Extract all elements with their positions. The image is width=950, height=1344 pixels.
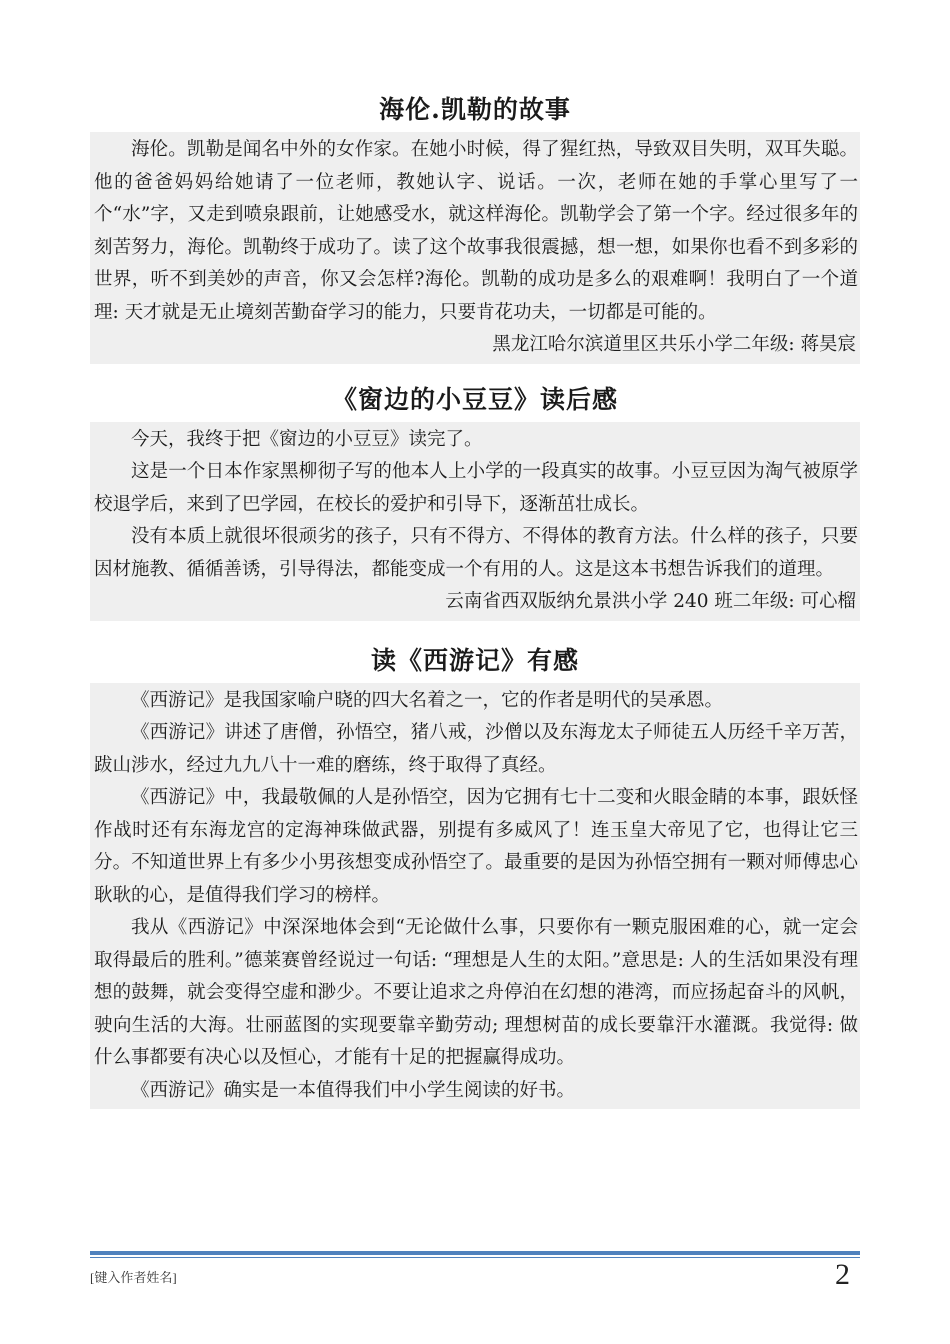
article-paragraph: 《西游记》确实是一本值得我们中小学生阅读的好书。	[131, 1079, 576, 1101]
article-box	[90, 683, 860, 1110]
author-signature: 云南省西双版纳允景洪小学 240 班二年级: 可心榴	[445, 591, 856, 612]
article-paragraph: 我从《西游记》中深深地体会到“无论做什么事，只要你有一颗克服困难的心，就一定会取得最后的胜利。”德莱赛曾经说过一句话: “理想是人生的太阳。”意思是: 人的生活如果没有理想的鼓舞，就会变得空虚和渺少。不要让追求之舟停泊在幻想的港湾，而应扬起奋斗的风帆，驶向生活的大海。壮丽蓝图的实现要靠辛勤劳动; 理想树苗的成长要靠汗水灌溉。我觉得: 做什么事都要有决心以及恒心，才能有十足的把握赢得成功。	[94, 917, 858, 1068]
section-title: 读《西游记》有感	[370, 645, 579, 675]
article-box	[90, 422, 860, 621]
section-title: 海伦.凯勒的故事	[379, 95, 571, 124]
author-name-placeholder[interactable]: [键入作者姓名]	[90, 1270, 177, 1285]
footer-rule	[90, 1251, 860, 1255]
article-box	[90, 132, 860, 364]
author-signature: 黑龙江哈尔滨道里区共乐小学二年级: 蒋昊宸	[492, 334, 856, 355]
article-paragraph: 没有本质上就很坏很顽劣的孩子，只有不得方、不得体的教育方法。什么样的孩子，只要因材施教、循循善诱，引导得法，都能变成一个有用的人。这是这本书想告诉我们的道理。	[94, 526, 858, 580]
article-paragraph: 《西游记》是我国家喻户晓的四大名着之一，它的作者是明代的吴承恩。	[131, 689, 724, 711]
article-paragraph: 今天，我终于把《窗边的小豆豆》读完了。	[131, 428, 483, 450]
article-paragraph: 《西游记》讲述了唐僧，孙悟空，猪八戒，沙僧以及东海龙太子师徒五人历经千辛万苦，跋山涉水，经过九九八十一难的磨练，终于取得了真经。	[94, 722, 858, 776]
page-number: 2	[835, 1258, 850, 1291]
footer-rule-thin	[90, 1257, 860, 1258]
article-paragraph: 《西游记》中，我最敬佩的人是孙悟空，因为它拥有七十二变和火眼金睛的本事，跟妖怪作战时还有东海龙宫的定海神珠做武器，别提有多威风了！连玉皇大帝见了它，也得让它三分。不知道世界上有多少小男孩想变成孙悟空了。最重要的是因为孙悟空拥有一颗对师傅忠心耿耿的心，是值得我们学习的榜样。	[94, 787, 858, 906]
article-paragraph: 这是一个日本作家黑柳彻子写的他本人上小学的一段真实的故事。小豆豆因为淘气被原学校退学后，来到了巴学园，在校长的爱护和引导下，逐渐茁壮成长。	[94, 461, 858, 515]
page-content	[90, 88, 860, 1109]
section-title: 《窗边的小豆豆》读后感	[331, 384, 618, 414]
article-paragraph: 海伦。凯勒是闻名中外的女作家。在她小时候，得了猩红热，导致双目失明，双耳失聪。他的爸爸妈妈给她请了一位老师，教她认字、说话。一次，老师在她的手掌心里写了一个“水”字，又走到喷泉跟前，让她感受水，就这样海伦。凯勒学会了第一个字。经过很多年的刻苦努力，海伦。凯勒终于成功了。读了这个故事我很震撼，想一想，如果你也看不到多彩的世界，听不到美妙的声音，你又会怎样?海伦。凯勒的成功是多么的艰难啊！我明白了一个道理: 天才就是无止境刻苦勤奋学习的能力，只要肯花功夫，一切都是可能的。	[94, 139, 858, 323]
